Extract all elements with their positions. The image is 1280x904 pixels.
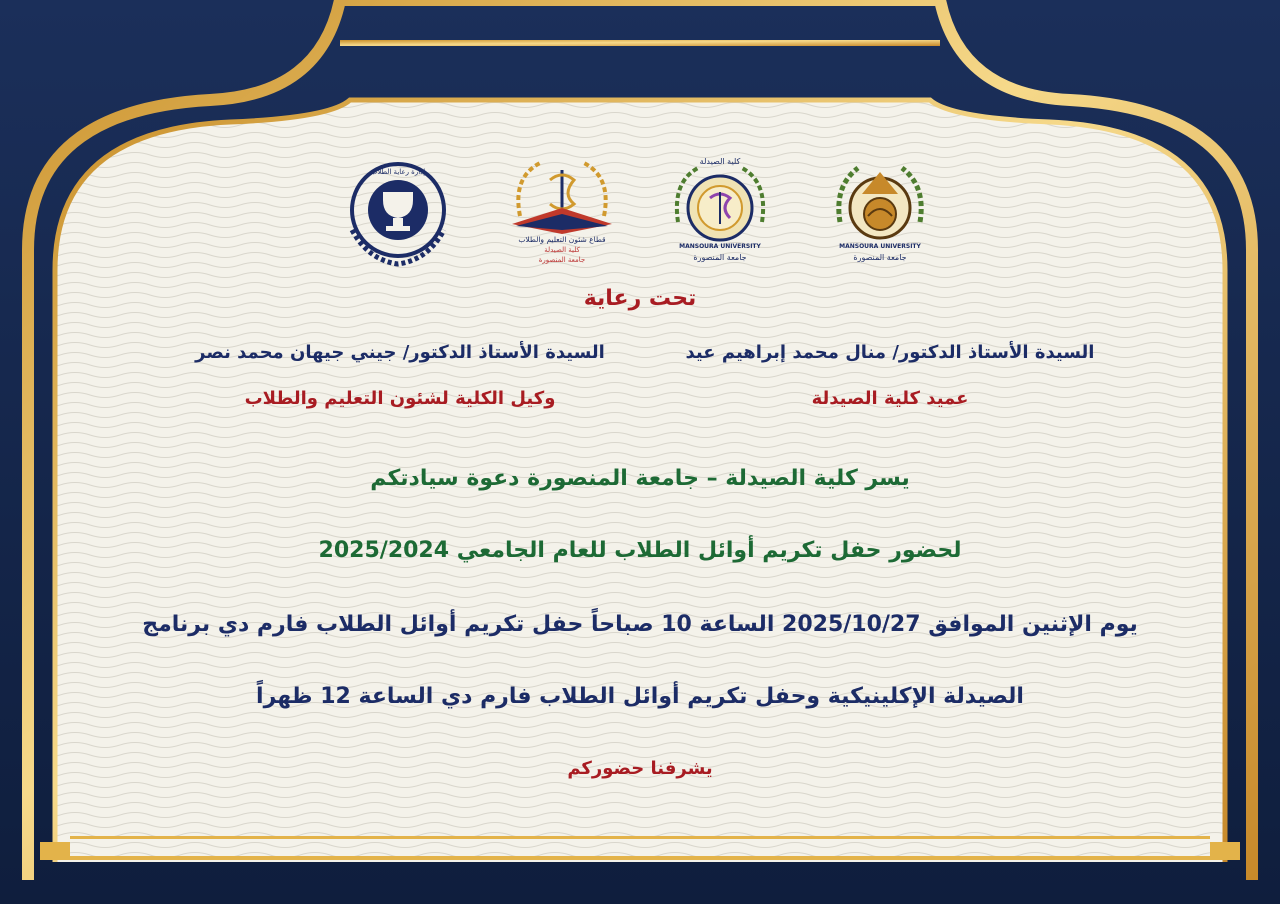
education-affairs-logo [502,156,622,268]
closing-text: يشرفنا حضوركم [567,758,713,779]
logo-en-text: MANSOURA UNIVERSITY [839,243,921,250]
faculty-of-pharmacy-logo [668,152,772,268]
details-line-1: يوم الإثنين الموافق 2025/10/27 الساعة 10 صباحاً حفل تكريم أوائل الطلاب فارم دي برنامج [142,612,1138,637]
logo-bottom-text: جامعة المنصورة [853,253,907,262]
logo-mid-text: كلية الصيدلة [544,246,580,254]
logo-bottom-text: جامعة المنصورة [538,256,586,264]
patron-name: السيدة الأستاذ الدكتور/ جيني جيهان محمد نصر [195,342,605,363]
patron-name: السيدة الأستاذ الدكتور/ منال محمد إبراهيم عيد [685,342,1095,363]
logo-top-text: كلية الصيدلة [699,157,741,166]
invitation-line-2: لحضور حفل تكريم أوائل الطلاب للعام الجامعي 2025/2024 [318,538,962,563]
logo-top-text: قطاع شئون التعليم والطلاب [518,235,606,244]
logo-en-text: MANSOURA UNIVERSITY [679,243,761,250]
students-welfare-logo [338,160,458,270]
patron-vice-dean [170,340,630,412]
patron-title: وكيل الكلية لشئون التعليم والطلاب [244,388,556,409]
logo-bottom-text: جامعة المنصورة [693,253,747,262]
details-line-2: الصيدلة الإكلينيكية وحفل تكريم أوائل الطلاب فارم دي الساعة 12 ظهراً [256,684,1024,709]
invitation-line-1: يسر كلية الصيدلة – جامعة المنصورة دعوة سيادتكم [370,466,910,491]
mansoura-university-logo [832,156,928,266]
patron-dean [660,340,1120,412]
logo-top-text: إدارة رعاية الطلاب [370,168,426,176]
patron-title: عميد كلية الصيدلة [811,388,969,409]
patronage-heading: تحت رعاية [583,286,697,311]
